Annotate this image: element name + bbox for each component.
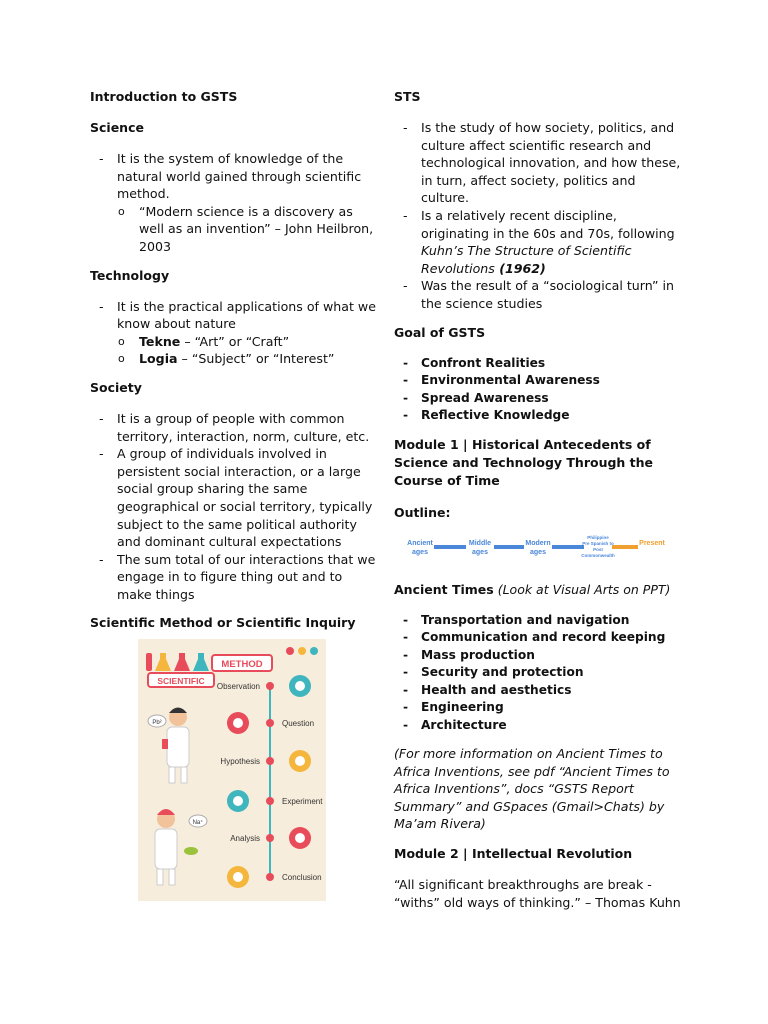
method-step-label: Question: [282, 719, 315, 729]
book-title: Kuhn’s The Structure of Scientific Revolutions: [421, 243, 632, 276]
timeline-label: ages: [472, 548, 488, 556]
method-step-label: Experiment: [282, 797, 323, 807]
step-icon-center: [233, 718, 243, 728]
term-logia: Logia: [139, 351, 178, 367]
timeline-label: Pre Spanish to: [582, 540, 614, 546]
infographic-title-top: METHOD: [221, 659, 263, 671]
step-dot: [266, 682, 274, 690]
science-sub-list: [117, 203, 378, 256]
list-item: o Logia – “Subject” or “Interest”: [117, 350, 378, 368]
scientific-method-heading: Scientific Method or Scientific Inquiry: [90, 615, 356, 631]
step-icon-center: [295, 833, 305, 843]
timeline-label: Post: [593, 546, 603, 552]
list-item: - Architecture: [394, 717, 684, 735]
list-item: - Spread Awareness: [394, 390, 684, 408]
technology-heading: Technology: [90, 267, 170, 283]
science-heading: Science: [90, 120, 144, 135]
list-item: - Confront Realities: [394, 355, 684, 373]
list-item: - Is a relatively recent discipline, originating in the 60s and 70s, following Kuhn’s The Structure of Scientific Revolutions (1962): [394, 207, 684, 277]
right-column: [394, 88, 684, 923]
bubble-2: Na⁺: [192, 820, 204, 827]
timeline-label: Commonwealth: [581, 552, 615, 558]
step-icon-center: [233, 872, 243, 882]
outline-heading: Outline:: [394, 504, 451, 520]
science-list: [90, 150, 378, 256]
bubble-1: Pb²: [152, 720, 162, 727]
method-step-label: Analysis: [230, 834, 260, 844]
kuhn-quote: “All significant breakthroughs are break - “withs” old ways of thinking.” – Thomas Kuhn: [394, 877, 681, 910]
timeline-label: Present: [639, 539, 665, 547]
timeline-label: ages: [530, 548, 546, 556]
list-item: - Security and protection: [394, 664, 684, 682]
list-item: - It is the system of knowledge of the natural world gained through scientific method. o “Modern science is a discovery as well as an invention” – John Heilbron, 2003: [90, 150, 378, 256]
list-item: - Transportation and navigation: [394, 612, 684, 630]
method-step-label: Hypothesis: [220, 757, 260, 767]
timeline-label: Ancient: [407, 539, 433, 547]
list-item: - Mass production: [394, 647, 684, 665]
list-item: - Is the study of how society, politics, and culture affect scientific research and technological innovation, and how these, in turn, affect society, politics and culture.: [394, 119, 684, 207]
ancient-times-heading: Ancient Times (Look at Visual Arts on PPT): [394, 581, 671, 597]
scientific-method-infographic: [138, 639, 326, 901]
timeline-connector: [552, 545, 584, 549]
list-item: o Tekne – “Art” or “Craft”: [117, 333, 378, 351]
method-step-label: Observation: [216, 682, 260, 692]
goal-list: [394, 355, 684, 425]
timeline-connector: [494, 545, 524, 549]
step-dot: [266, 719, 274, 727]
technology-sub-list: [117, 333, 378, 368]
step-icon-center: [295, 756, 305, 766]
timeline-connector: [434, 545, 466, 549]
list-item: - Health and aesthetics: [394, 682, 684, 700]
module1-heading: Module 1 | Historical Antecedents of Science and Technology Through the Course of Time: [394, 436, 654, 488]
module2-heading: Module 2 | Intellectual Revolution: [394, 846, 633, 861]
list-item: - It is the practical applications of what we know about nature o Tekne – “Art” or “Craft” o Logia – “Subject” or “Interest”: [90, 298, 378, 368]
step-dot: [266, 873, 274, 881]
society-heading: Society: [90, 379, 142, 395]
technology-list: [90, 298, 378, 368]
infographic-title-bottom: SCIENTIFIC: [157, 676, 205, 687]
timeline-label: ages: [412, 548, 428, 556]
goal-heading: Goal of GSTS: [394, 324, 486, 340]
ancient-times-note: (For more information on Ancient Times to Africa Inventions, see pdf “Ancient Times to Africa Inventions”, docs “GSTS Report Summary” and GSpaces (Gmail>Chats) by Ma’am Rivera): [394, 746, 670, 832]
list-item: - A group of individuals involved in persistent social interaction, or a large social group sharing the same geographical or social territory, typically subject to the same political authority and dominant cultural expectations: [90, 445, 378, 551]
book-year: (1962): [494, 260, 546, 276]
outline-timeline: [400, 531, 670, 573]
page-title: Introduction to GSTS: [90, 89, 238, 104]
timeline-connector: [612, 545, 638, 549]
list-item: - Reflective Knowledge: [394, 407, 684, 425]
list-item: - It is a group of people with common territory, interaction, norm, culture, etc.: [90, 410, 378, 445]
list-item: - Was the result of a “sociological turn” in the science studies: [394, 277, 684, 312]
step-dot: [266, 834, 274, 842]
timeline-label: Modern: [525, 539, 551, 547]
step-dot: [266, 797, 274, 805]
sts-list: [394, 119, 684, 313]
sts-heading: STS: [394, 89, 421, 104]
method-step-label: Conclusion: [282, 873, 322, 883]
list-item: - Communication and record keeping: [394, 629, 684, 647]
list-item: - The sum total of our interactions that we engage in to figure thing out and to make things: [90, 551, 378, 604]
step-icon-center: [233, 796, 243, 806]
left-column: [90, 88, 378, 901]
timeline-label: Philippine: [587, 534, 609, 540]
list-item: o “Modern science is a discovery as well as an invention” – John Heilbron, 2003: [117, 203, 378, 256]
list-item: - Environmental Awareness: [394, 372, 684, 390]
step-dot: [266, 757, 274, 765]
ancient-times-list: [394, 612, 684, 735]
list-item: - Engineering: [394, 699, 684, 717]
society-list: [90, 410, 378, 604]
timeline-label: Middle: [468, 539, 492, 547]
term-tekne: Tekne: [139, 333, 181, 349]
step-icon-center: [295, 681, 305, 691]
